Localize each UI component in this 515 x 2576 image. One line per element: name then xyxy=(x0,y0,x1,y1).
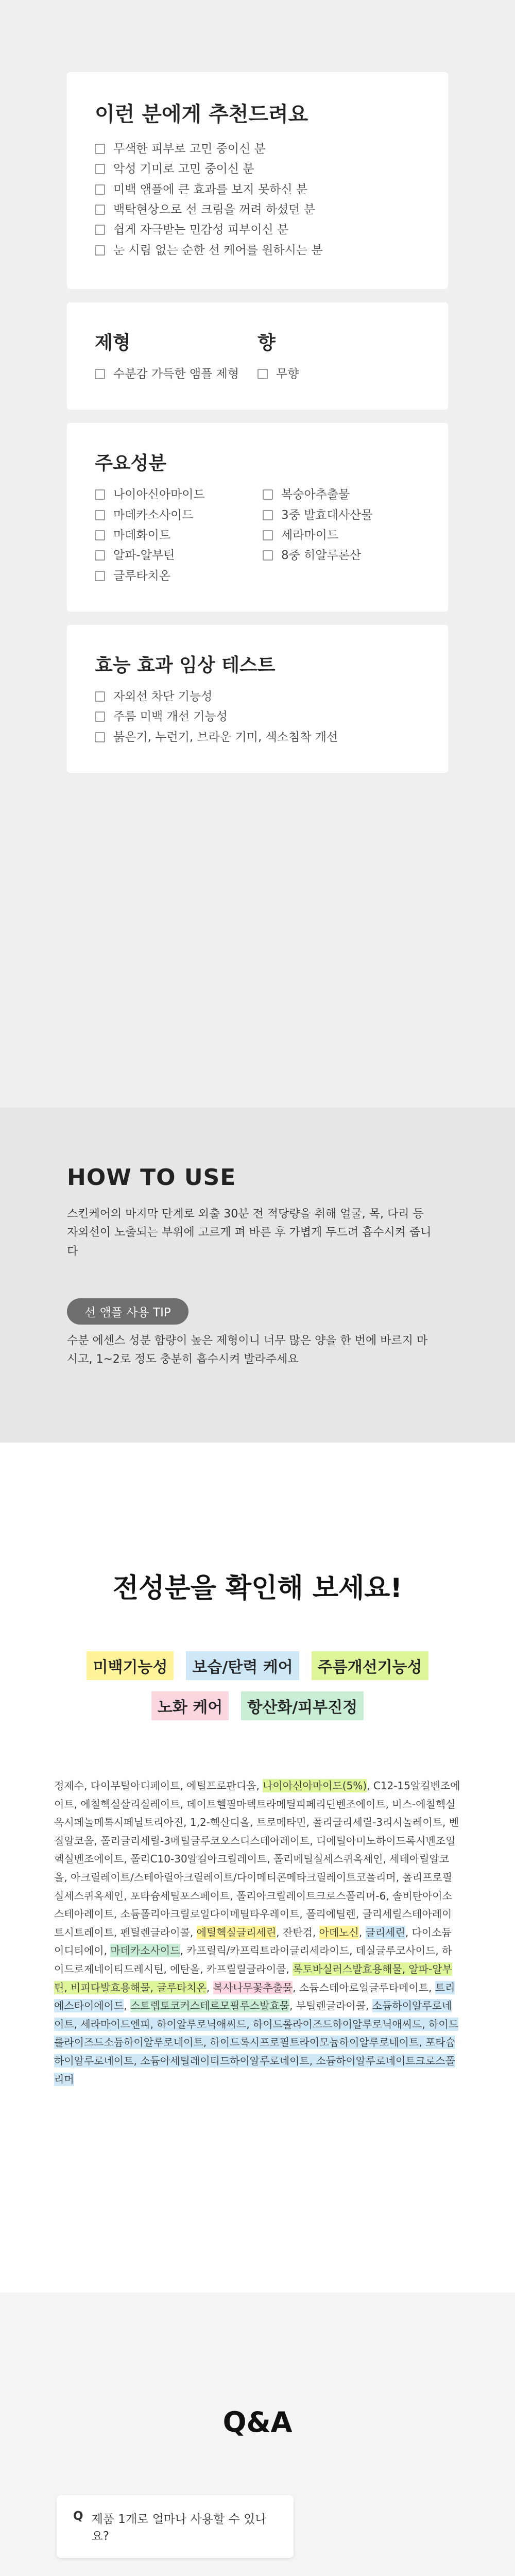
ingredients-title: 전성분을 확인해 보세요! xyxy=(112,1573,403,1604)
question-mark-label: Q xyxy=(73,2510,83,2523)
ingredient-item: 세라마이드 xyxy=(263,527,420,544)
recommend-item: 무색한 피부로 고민 중이신 분 xyxy=(95,141,420,158)
highlighted-ingredient: 에틸헥실글리세린 xyxy=(196,1926,277,1939)
ingredient-item: 복숭아추출물 xyxy=(263,486,420,503)
checkbox-icon xyxy=(95,489,105,500)
ingredient-text: , 카프릴릭/카프릭트라이글리세라이드, 데실글루코사이드, 하이드로제네이티드레시틴, 에탄올, 카프릴릴글라이콜, xyxy=(54,1944,452,1975)
checkbox-icon xyxy=(95,245,105,256)
highlighted-ingredient: 나이아신아마이드(5%) xyxy=(263,1780,367,1792)
checkbox-icon xyxy=(95,691,105,702)
ingredient-item: 알파-알부틴 xyxy=(95,547,252,564)
full-ingredients-text xyxy=(54,1777,461,2089)
type-item: 수분감 가득한 앰플 제형 xyxy=(95,366,258,383)
checkbox-icon xyxy=(95,225,105,235)
checkbox-icon xyxy=(95,164,105,174)
checkbox-icon xyxy=(95,144,105,154)
qa-item xyxy=(57,2495,458,2576)
highlighted-ingredient: 스트렙토코커스테르모필루스발효물 xyxy=(130,1999,290,2012)
highlighted-ingredient: 트리에스타이에이드 xyxy=(54,1981,455,2012)
checkbox-icon xyxy=(95,732,105,742)
recommend-item: 미백 앰플에 큰 효과를 보지 못하신 분 xyxy=(95,181,420,198)
tag-aging: 노화 케어 xyxy=(151,1691,229,1720)
tip-description: 수분 에센스 성분 함량이 높은 제형이니 너무 많은 양을 한 번에 바르지 마시고, 1~2로 정도 충분히 흡수시켜 발라주세요 xyxy=(67,1334,428,1366)
ingredient-text: , 소듐스테아로일글루타메이트, xyxy=(293,1981,435,1994)
checkbox-icon xyxy=(263,510,273,520)
clinical-item: 자외선 차단 기능성 xyxy=(95,688,420,705)
ingredient-item: 글루타치온 xyxy=(95,568,252,585)
tip-badge: 선 앰플 사용 TIP xyxy=(67,1298,188,1325)
clinical-item: 붉은기, 누런기, 브라운 기미, 색소침착 개선 xyxy=(95,729,420,746)
recommend-section xyxy=(0,0,515,1108)
tag-wrinkle: 주름개선기능성 xyxy=(312,1651,428,1680)
highlighted-ingredient: 소듐하이알루로네이트, 세라마이드엔피, 하이알루로닉애씨드, 하이드롤라이즈드하이알루로닉애씨드, 하이드롤라이즈드소듐하이알루로네이트, 하이드록시프로필트라이모늄하이알루로네이트, 포타슘하이알루로네이트, 소듐아세틸레이티드하이알루로네이트, 소듐하이알루로네이트크로스폴리머 xyxy=(54,1999,459,2086)
clinical-item: 주름 미백 개선 기능성 xyxy=(95,708,420,725)
recommend-item: 백탁현상으로 선 크림을 꺼려 하셨던 분 xyxy=(95,201,420,218)
howto-section xyxy=(0,1108,515,1443)
main-ingredients-title: 주요성분 xyxy=(95,453,167,474)
scent-block xyxy=(258,328,420,386)
ingredient-text: 정제수, 다이부틸아디페이트, 에틸프로판디올, xyxy=(54,1780,263,1792)
ingredient-item: 3중 발효대사산물 xyxy=(263,507,420,524)
howto-title: HOW TO USE xyxy=(67,1164,236,1191)
highlighted-ingredient: 글리세린 xyxy=(365,1926,405,1939)
recommend-item: 쉽게 자극받는 민감성 피부이신 분 xyxy=(95,222,420,239)
checkbox-icon xyxy=(95,550,105,561)
main-ingredients-card xyxy=(67,423,448,612)
qa-list xyxy=(0,2495,515,2576)
ingredient-text: , xyxy=(206,1981,213,1994)
qa-title: Q&A xyxy=(222,2406,293,2438)
ingredient-item: 마데카소사이드 xyxy=(95,507,252,524)
ingredient-text: , 부틸렌글라이콜, xyxy=(289,1999,372,2012)
checkbox-icon xyxy=(95,184,105,195)
recommend-title: 이런 분에게 추천드려요 xyxy=(95,103,308,126)
ingredient-text: , xyxy=(124,1999,130,2012)
recommend-list xyxy=(95,141,420,259)
ingredient-text: , C12-15알킬벤조에이트, 에칠헥실살리실레이트, 데이트헬필마텍트라메틸피페리딘벤조에이트, 비스-에칠헥실옥시페놀메톡시페닐트리아진, 1,2-헥산디올, 트로메타민, 폴리글리세릴-3리시놀레이트, 벤질알코올, 폴리글리세릴-3메틸글루코오스디스테아레이트, 디에틸아미노하이드록시벤조일헥실벤조에이트, 폴리C10-30알킬아크릴레이트, 폴리메틸실세스퀴옥세인, 세테아릴알코올, 아크릴레이트/스테아릴아크릴레이트/다이메티콘메타크릴레이트코폴리머, 폴리프로필실세스퀴옥세인, 포타슘세틸포스페이트, 폴리아크릴레이트크로스폴리머-6, 솔비탄아이소스테아레이트, 소듐폴리아크릴로일다이메틸타우레이트, 폴리에틸렌, 글리세릴스테아레이트시트레이트, 펜틸렌글라이콜, xyxy=(54,1780,460,1939)
ingredients-section xyxy=(0,1443,515,2293)
recommend-item: 눈 시림 없는 순한 선 케어를 원하시는 분 xyxy=(95,242,420,259)
type-block xyxy=(95,328,258,386)
scent-item: 무향 xyxy=(258,366,420,383)
scent-title: 향 xyxy=(258,332,276,354)
highlighted-ingredient: 아데노신 xyxy=(319,1926,359,1939)
main-ingredients-grid xyxy=(95,486,420,588)
highlighted-ingredient: 마데카소사이드 xyxy=(110,1944,180,1957)
checkbox-icon xyxy=(263,530,273,540)
ingredient-item: 나이아신아마이드 xyxy=(95,486,252,503)
checkbox-icon xyxy=(258,369,268,379)
type-scent-card xyxy=(67,302,448,410)
clinical-title: 효능 효과 임상 테스트 xyxy=(95,655,276,676)
checkbox-icon xyxy=(95,711,105,722)
ingredient-text: , 다이소듐이디티에이, xyxy=(54,1926,452,1957)
tag-moisture: 보습/탄력 케어 xyxy=(186,1651,299,1680)
ingredient-tags xyxy=(62,1651,453,1720)
checkbox-icon xyxy=(263,550,273,561)
checkbox-icon xyxy=(95,530,105,540)
qa-section xyxy=(0,2293,515,2576)
checkbox-icon xyxy=(95,510,105,520)
question-text: 제품 1개로 얼마나 사용할 수 있나요? xyxy=(91,2513,267,2543)
checkbox-icon xyxy=(95,369,105,379)
recommend-card xyxy=(67,72,448,289)
checkbox-icon xyxy=(95,571,105,581)
question-bubble xyxy=(57,2495,294,2558)
ingredient-item: 마데화이트 xyxy=(95,527,252,544)
howto-description: 스킨케어의 마지막 단계로 외출 30분 전 적당량을 취해 얼굴, 목, 다리 등 자외선이 노출되는 부위에 고르게 펴 바른 후 가볍게 두드려 흡수시켜 줍니다 xyxy=(67,1208,432,1258)
checkbox-icon xyxy=(95,205,105,215)
checkbox-icon xyxy=(263,489,273,500)
tag-whitening: 미백기능성 xyxy=(87,1651,174,1680)
type-title: 제형 xyxy=(95,332,131,354)
highlighted-ingredient: 록토바실러스발효용해물, 알파-알부틴, 비피다발효용해물, 글루타치온 xyxy=(54,1962,452,1994)
clinical-card xyxy=(67,625,448,773)
recommend-item: 악성 기미로 고민 중이신 분 xyxy=(95,161,420,178)
ingredient-text: , xyxy=(358,1926,366,1939)
ingredient-text: , 잔탄검, xyxy=(276,1926,319,1939)
tag-antioxidant: 항산화/피부진정 xyxy=(241,1691,364,1720)
highlighted-ingredient: 복사나무꽃추출물 xyxy=(213,1981,293,1994)
ingredient-item: 8중 히알루론산 xyxy=(263,547,420,564)
